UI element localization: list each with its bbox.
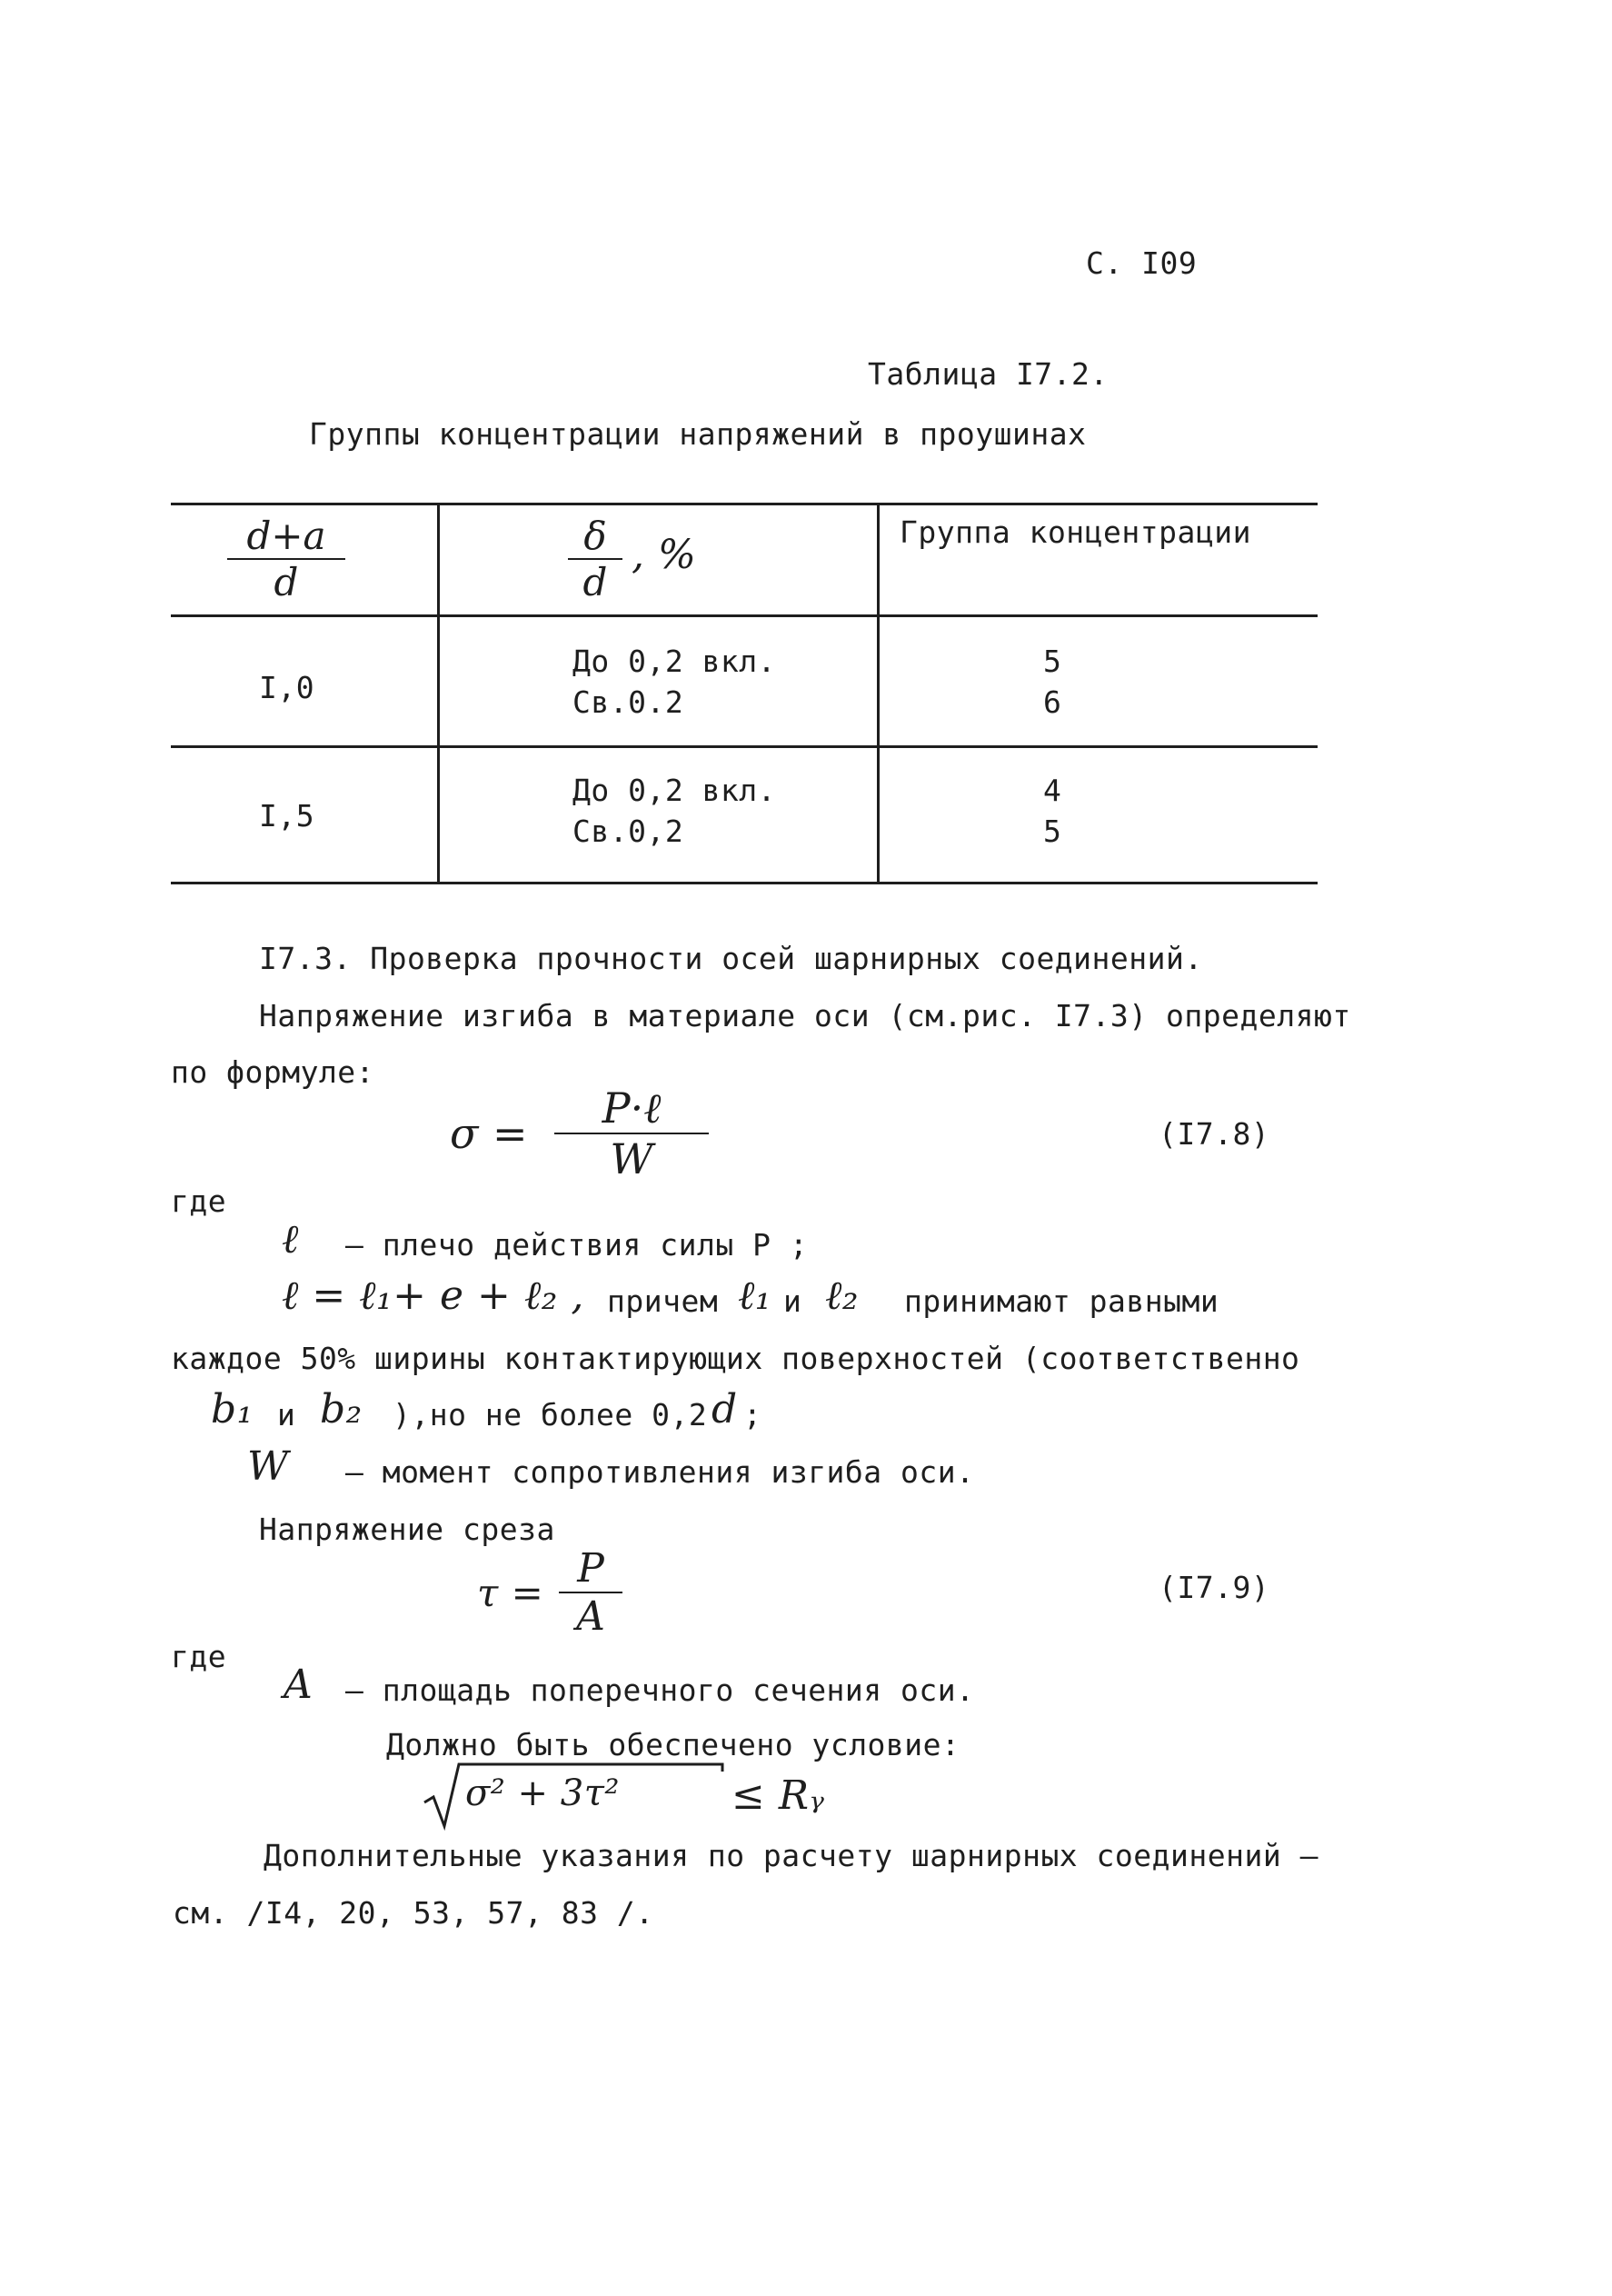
def-l-line2: каждое 50% ширины контактирующих поверхностей (соответственно: [171, 1341, 1300, 1376]
row1-group1: 5: [1043, 644, 1062, 679]
col2-header-numerator: δ: [583, 514, 607, 558]
def-l-line3-sym2: b₂: [320, 1386, 363, 1433]
table-title: Группы концентрации напряжений в проушинах: [309, 416, 1087, 452]
formula2-fraction: [559, 1545, 622, 1640]
def-l-line3-end: ;: [743, 1397, 762, 1433]
def-l-text1: причем: [607, 1283, 719, 1319]
row2-line2: Св.0,2: [572, 814, 684, 849]
def-a-text: – площадь поперечного сечения оси.: [345, 1672, 975, 1708]
where-1: где: [171, 1183, 227, 1219]
page-number: С. I09: [1086, 245, 1198, 281]
formula2-lhs: τ =: [477, 1571, 544, 1615]
def-w-text: – момент сопротивления изгиба оси.: [345, 1454, 975, 1490]
col1-header-numerator: d+a: [246, 514, 326, 558]
def-l-line3-sym3: d: [711, 1386, 738, 1433]
col2-header: [568, 514, 622, 604]
formula1-denominator: W: [610, 1134, 653, 1183]
formula1-fraction: [554, 1083, 709, 1183]
col2-header-denominator: d: [582, 560, 608, 604]
formula2-number: (I7.9): [1159, 1570, 1270, 1605]
formula1-number: (I7.8): [1159, 1116, 1270, 1152]
def-l-line3-text: ),но не более 0,2: [393, 1397, 708, 1433]
table-header-rule: [171, 614, 1318, 617]
def-w-symbol: W: [247, 1443, 289, 1490]
row1-ratio: I,0: [259, 670, 315, 705]
def-a-symbol: A: [284, 1662, 313, 1708]
note-line2: см. /I4, 20, 53, 57, 83 /.: [173, 1895, 654, 1931]
def-l-formula: ℓ = ℓ₁+ e + ℓ₂ ,: [282, 1273, 584, 1319]
note-line1: Дополнительные указания по расчету шарнирных соединений –: [264, 1838, 1318, 1873]
col3-header: Группа концентрации: [900, 514, 1251, 550]
table-caption: Таблица I7.2.: [868, 356, 1109, 392]
row1-line1: До 0,2 вкл.: [572, 644, 777, 679]
def-l-symbol: ℓ: [282, 1216, 299, 1263]
condition-intro: Должно быть обеспечено условие:: [386, 1727, 960, 1762]
row1-line2: Св.0.2: [572, 684, 684, 720]
table-col-divider-2: [877, 503, 880, 884]
table-row-rule: [171, 745, 1318, 748]
where-2: где: [171, 1639, 227, 1674]
section-heading: I7.3. Проверка прочности осей шарнирных соединений.: [259, 941, 1203, 976]
def-l-text: – плечо действия силы Р ;: [345, 1227, 809, 1263]
formula1-lhs: σ =: [450, 1109, 529, 1158]
condition-rhs: ≤ Rᵧ: [731, 1772, 825, 1819]
def-l-and: и: [783, 1283, 802, 1319]
col1-header: [227, 514, 345, 604]
row2-group2: 5: [1043, 814, 1062, 849]
def-l-line3-sym1: b₁: [211, 1386, 254, 1433]
condition-radicand: σ² + 3τ²: [465, 1772, 620, 1814]
row2-ratio: I,5: [259, 798, 315, 834]
table-top-rule: [171, 503, 1318, 505]
row1-group2: 6: [1043, 684, 1062, 720]
shear-intro: Напряжение среза: [259, 1512, 555, 1547]
row2-line1: До 0,2 вкл.: [572, 773, 777, 808]
formula2-denominator: A: [576, 1593, 605, 1640]
intro-line1: Напряжение изгиба в материале оси (см.рис. I7.3) определяют: [259, 998, 1351, 1033]
intro-line2: по формуле:: [171, 1054, 375, 1090]
formula2-numerator: P: [577, 1545, 604, 1592]
formula1-numerator: P·ℓ: [602, 1083, 662, 1133]
col1-header-denominator: d: [274, 560, 299, 604]
row2-group1: 4: [1043, 773, 1062, 808]
col2-header-suffix: , %: [632, 532, 697, 578]
def-l-sym2: ℓ₂: [825, 1273, 859, 1319]
table-bottom-rule: [171, 882, 1318, 884]
def-l-sym1: ℓ₁: [738, 1273, 771, 1319]
def-l-text2: принимают равными: [904, 1283, 1219, 1319]
table-col-divider-1: [437, 503, 440, 884]
def-l-line3-and: и: [277, 1397, 296, 1433]
